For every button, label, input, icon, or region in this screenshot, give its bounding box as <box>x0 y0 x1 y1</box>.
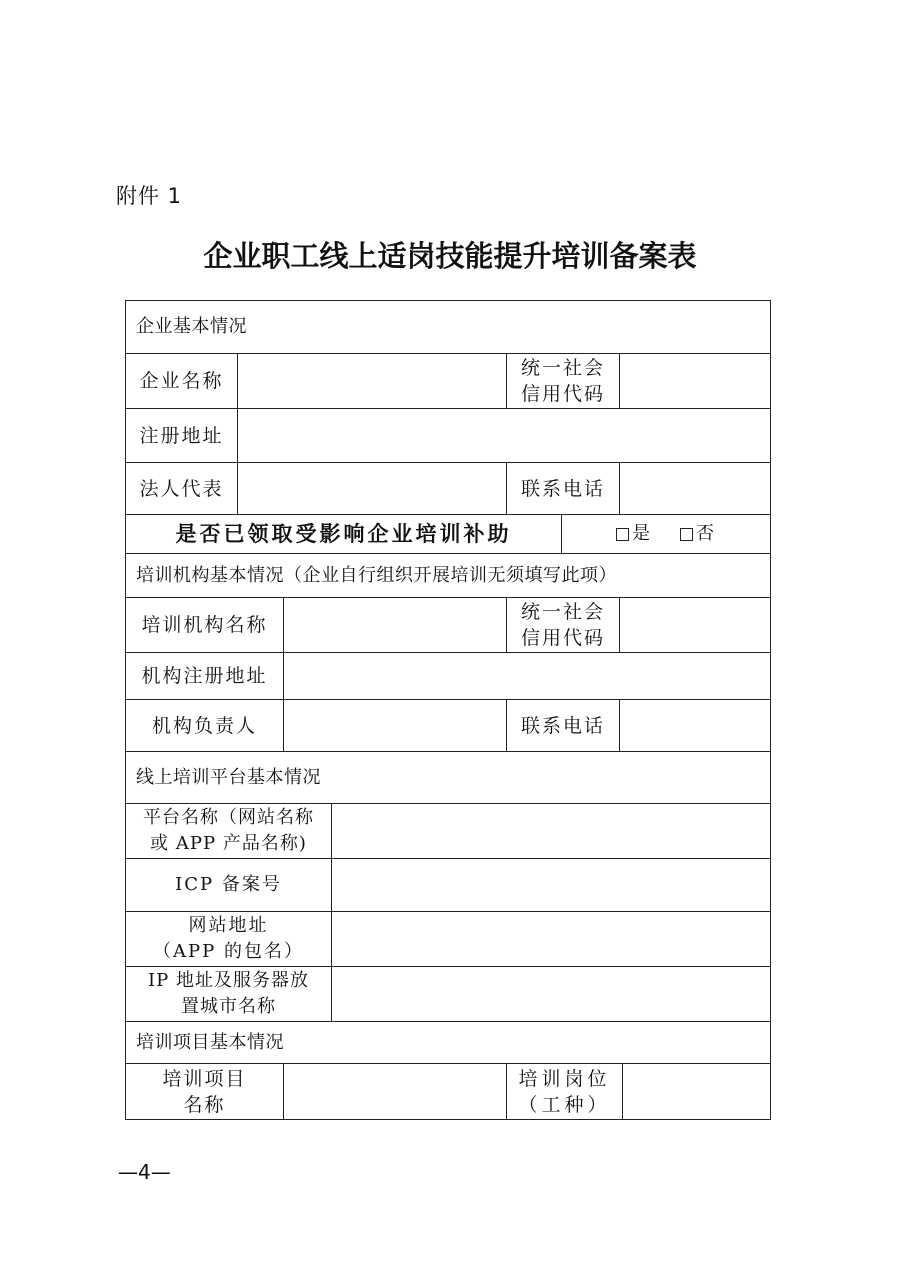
institution-credit-code-field[interactable] <box>619 598 770 652</box>
icp-label: ICP 备案号 <box>175 874 282 895</box>
subsidy-option-yes-label: 是 <box>632 523 652 544</box>
website-url-label-line2: （APP 的包名） <box>153 941 304 962</box>
checkbox-icon[interactable] <box>680 528 693 541</box>
legal-rep-field[interactable] <box>237 463 506 514</box>
registration-form-table <box>125 300 771 1120</box>
server-ip-label-line2: 置城市名称 <box>181 996 276 1017</box>
institution-head-label: 机构负责人 <box>151 714 257 737</box>
institution-address-label: 机构注册地址 <box>141 665 268 687</box>
subsidy-option-yes[interactable] <box>616 521 652 547</box>
training-post-field[interactable] <box>622 1064 770 1119</box>
platform-name-field[interactable] <box>331 804 770 858</box>
institution-phone-label: 联系电话 <box>506 700 619 751</box>
enterprise-phone-field[interactable] <box>619 463 770 514</box>
institution-section-title: 培训机构基本情况（企业自行组织开展培训无须填写此项） <box>136 564 617 586</box>
checkbox-icon[interactable] <box>616 528 629 541</box>
icp-field[interactable] <box>331 859 770 911</box>
project-name-label-line2: 名称 <box>183 1093 226 1116</box>
training-post-label-line1: 培训岗位 <box>518 1067 611 1090</box>
server-ip-label-line1: IP 地址及服务器放 <box>148 970 309 991</box>
credit-code-label-line2: 信用代码 <box>520 627 605 649</box>
attachment-label: 附件 1 <box>116 184 183 208</box>
enterprise-address-label: 注册地址 <box>139 424 224 447</box>
institution-phone-field[interactable] <box>619 700 770 751</box>
training-post-label-line2: （工种） <box>518 1093 611 1116</box>
server-ip-label <box>126 967 331 1021</box>
platform-name-label <box>126 804 331 858</box>
enterprise-credit-code-label <box>506 354 619 408</box>
page-number: —4— <box>118 1160 171 1184</box>
enterprise-name-row <box>125 353 771 408</box>
institution-head-row <box>125 699 771 751</box>
subsidy-options <box>561 515 770 553</box>
server-ip-field[interactable] <box>331 967 770 1021</box>
subsidy-option-no[interactable] <box>680 521 716 547</box>
institution-name-label: 培训机构名称 <box>141 614 268 636</box>
platform-name-label-line2: 或 APP 产品名称) <box>150 833 307 854</box>
institution-credit-code-label <box>506 598 619 652</box>
project-section-header <box>125 1021 771 1063</box>
project-name-label <box>126 1064 283 1119</box>
platform-section-header <box>125 751 771 803</box>
enterprise-credit-code-field[interactable] <box>619 354 770 408</box>
website-url-label-line1: 网站地址 <box>188 915 269 936</box>
credit-code-label-line2: 信用代码 <box>520 383 605 405</box>
enterprise-section-header <box>125 300 771 353</box>
project-section-title: 培训项目基本情况 <box>136 1031 284 1053</box>
subsidy-question: 是否已领取受影响企业培训补助 <box>175 521 512 546</box>
platform-section-title: 线上培训平台基本情况 <box>136 766 321 788</box>
institution-address-field[interactable] <box>283 653 770 699</box>
project-name-label-line1: 培训项目 <box>162 1067 247 1090</box>
institution-name-row <box>125 597 771 652</box>
legal-rep-label: 法人代表 <box>139 477 224 500</box>
institution-head-field[interactable] <box>283 700 506 751</box>
institution-name-field[interactable] <box>283 598 506 652</box>
subsidy-row <box>125 514 771 553</box>
website-url-label <box>126 912 331 966</box>
enterprise-address-field[interactable] <box>237 409 770 462</box>
project-name-field[interactable] <box>283 1064 506 1119</box>
credit-code-label-line1: 统一社会 <box>520 357 605 379</box>
training-post-label <box>506 1064 622 1119</box>
form-title: 企业职工线上适岗技能提升培训备案表 <box>203 239 697 273</box>
enterprise-section-title: 企业基本情况 <box>136 316 247 337</box>
website-url-field[interactable] <box>331 912 770 966</box>
website-url-row <box>125 911 771 966</box>
project-name-row <box>125 1063 771 1120</box>
enterprise-phone-label: 联系电话 <box>506 463 619 514</box>
icp-row <box>125 858 771 911</box>
credit-code-label-line1: 统一社会 <box>520 601 605 623</box>
platform-name-row <box>125 803 771 858</box>
enterprise-address-row <box>125 408 771 462</box>
subsidy-option-no-label: 否 <box>696 523 716 544</box>
enterprise-name-field[interactable] <box>237 354 506 408</box>
server-ip-row <box>125 966 771 1021</box>
institution-address-row <box>125 652 771 699</box>
enterprise-legal-rep-row <box>125 462 771 514</box>
institution-section-header <box>125 553 771 597</box>
platform-name-label-line1: 平台名称（网站名称 <box>143 807 314 828</box>
enterprise-name-label: 企业名称 <box>139 370 224 392</box>
